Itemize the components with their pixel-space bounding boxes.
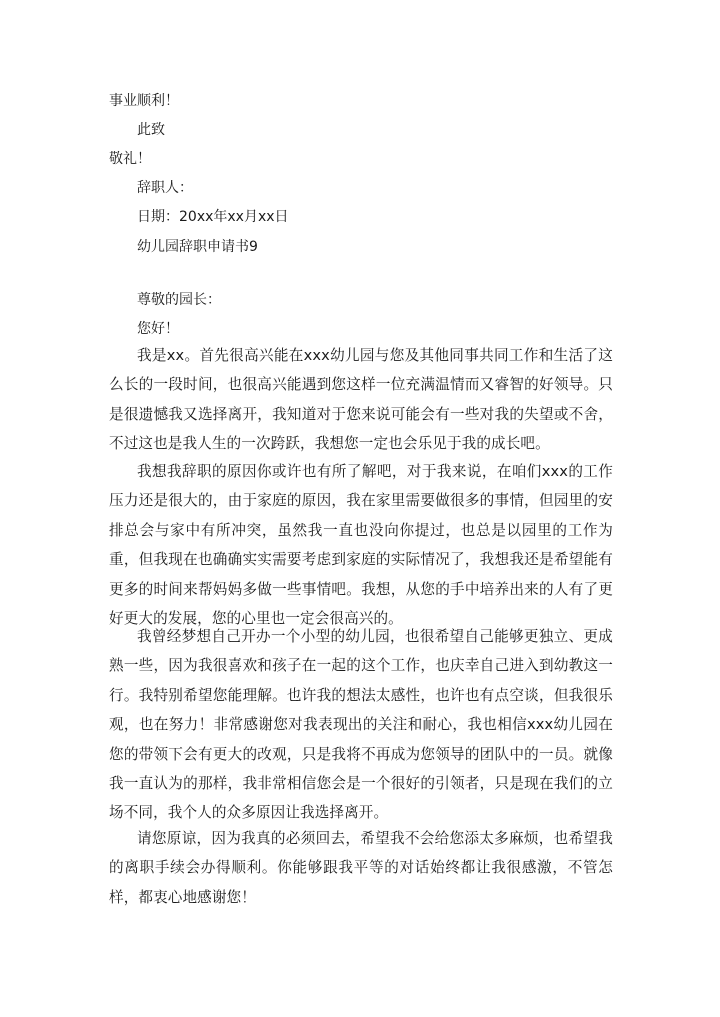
body-paragraph-1: 我是xx。首先很高兴能在xxx幼儿园与您及其他同事共同工作和生活了这么长的一段时间，也很高兴能遇到您这样一位充满温情而又睿智的好领导。只是很遗憾我又选择离开，我知道对于您来说可能会有一些对我的失望或不舍，不过这也是我人生的一次跨跃，我想您一定也会乐见于我的成长吧。: [109, 347, 613, 453]
date-line: 日期：20xx年xx月xx日: [137, 209, 289, 225]
closing-cizhi: 此致: [137, 122, 165, 138]
body-paragraph-4: 请您原谅，因为我真的必须回去，希望我不会给您添太多麻烦，也希望我的离职手续会办得顺利。你能够跟我平等的对话始终都让我很感激，不管怎样，都衷心地感谢您！: [109, 830, 613, 906]
resigner-label: 辞职人：: [137, 180, 193, 196]
greeting: 您好！: [137, 321, 179, 337]
body-paragraph-2: 我想我辞职的原因你或许也有所了解吧，对于我来说，在咱们xxx的工作压力还是很大的，由于家庭的原因，我在家里需要做很多的事情，但园里的安排总会与家中有所冲突，虽然我一直也没向你提过，也总是以园里的工作为重，但我现在也确确实实需要考虑到家庭的实际情况了，我想我还是希望能有更多的时间来帮妈妈多做一些事情吧。我想，从您的手中培养出来的人有了更好更大的发展，您的心里也一定会很高兴的。: [109, 463, 613, 628]
closing-wish: 事业顺利！: [109, 93, 179, 109]
letter-title: 幼儿园辞职申请书9: [137, 239, 258, 255]
salutation: 尊敬的园长：: [137, 292, 221, 308]
closing-jingli: 敬礼！: [109, 151, 151, 167]
body-paragraph-3: 我曾经梦想自己开办一个小型的幼儿园，也很希望自己能够更独立、更成熟一些，因为我很喜欢和孩子在一起的这个工作，也庆幸自己进入到幼教这一行。我特别希望您能理解。也许我的想法太感性，也许也有点空谈，但我很乐观，也在努力！非常感谢您对我表现出的关注和耐心，我也相信xxx幼儿园在您的带领下会有更大的改观，只是我将不再成为您领导的团队中的一员。就像我一直认为的那样，我非常相信您会是一个很好的引领者，只是现在我们的立场不同，我个人的众多原因让我选择离开。: [109, 628, 613, 822]
